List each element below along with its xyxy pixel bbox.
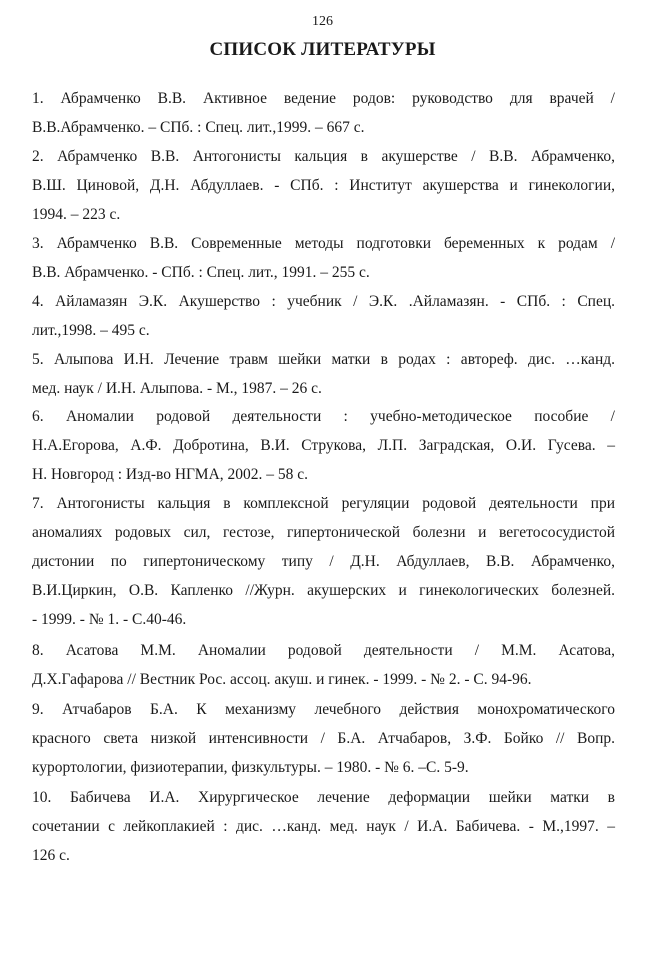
reference-line: курортологии, физиотерапии, физкультуры. – 1980. - № 6. –С. 5-9.: [32, 759, 469, 776]
reference-line: 10. Бабичева И.А. Хирургическое лечение деформации шейки матки в: [32, 789, 615, 806]
reference-entry-6: [32, 402, 615, 489]
reference-line: Н.А.Егорова, А.Ф. Добротина, В.И. Струкова, Л.П. Заградская, О.И. Гусева. –: [32, 437, 615, 454]
reference-line: Д.Х.Гафарова // Вестник Рос. ассоц. акуш. и гинек. - 1999. - № 2. - С. 94-96.: [32, 671, 532, 688]
reference-line: дистонии по гипертоническому типу / Д.Н. Абдуллаев, В.В. Абрамченко,: [32, 553, 615, 570]
reference-line: красного света низкой интенсивности / Б.А. Атчабаров, З.Ф. Бойко // Вопр.: [32, 730, 615, 747]
reference-line: 126 с.: [32, 847, 70, 864]
reference-entry-5: [32, 345, 615, 403]
reference-line: В.И.Циркин, О.В. Капленко //Журн. акушерских и гинекологических болезней.: [32, 582, 615, 599]
reference-entry-3: [32, 229, 615, 287]
reference-line: сочетании с лейкоплакией : дис. …канд. мед. наук / И.А. Бабичева. - М.,1997. –: [32, 818, 615, 835]
reference-line: мед. наук / И.Н. Алыпова. - М., 1987. – 26 с.: [32, 380, 322, 397]
reference-line: - 1999. - № 1. - С.40-46.: [32, 611, 187, 628]
reference-line: 7. Антогонисты кальция в комплексной регуляции родовой деятельности при: [32, 495, 615, 512]
reference-line: 3. Абрамченко В.В. Современные методы подготовки беременных к родам /: [32, 235, 615, 252]
reference-entry-9: [32, 695, 615, 782]
reference-line: В.В. Абрамченко. - СПб. : Спец. лит., 1991. – 255 с.: [32, 264, 370, 281]
page-title: СПИСОК ЛИТЕРАТУРЫ: [209, 39, 436, 60]
reference-entry-8: [32, 636, 615, 694]
reference-line: 9. Атчабаров Б.А. К механизму лечебного действия монохроматического: [32, 701, 615, 718]
reference-entry-10: [32, 783, 615, 870]
reference-line: аномалиях родовых сил, гестозе, гипертонической болезни и вегетососудистой: [32, 524, 615, 541]
reference-line: 5. Алыпова И.Н. Лечение травм шейки матки в родах : автореф. дис. …канд.: [32, 351, 615, 368]
reference-line: В.Ш. Циновой, Д.Н. Абдуллаев. - СПб. : Институт акушерства и гинекологии,: [32, 177, 615, 194]
reference-line: В.В.Абрамченко. – СПб. : Спец. лит.,1999. – 667 с.: [32, 119, 365, 136]
reference-line: 4. Айламазян Э.К. Акушерство : учебник / Э.К. .Айламазян. - СПб. : Спец.: [32, 293, 615, 310]
page-number: 126: [312, 14, 333, 29]
reference-line: 1994. – 223 с.: [32, 206, 121, 223]
reference-line: Н. Новгород : Изд-во НГМА, 2002. – 58 с.: [32, 466, 309, 483]
reference-line: 6. Аномалии родовой деятельности : учебно-методическое пособие /: [32, 408, 615, 425]
reference-entry-2: [32, 142, 615, 229]
reference-line: лит.,1998. – 495 с.: [32, 322, 150, 339]
reference-entry-1: [32, 84, 615, 142]
reference-line: 1. Абрамченко В.В. Активное ведение родов: руководство для врачей /: [32, 90, 615, 107]
reference-entry-4: [32, 287, 615, 345]
reference-line: 8. Асатова М.М. Аномалии родовой деятельности / М.М. Асатова,: [32, 642, 615, 659]
reference-entry-7: [32, 489, 615, 634]
reference-line: 2. Абрамченко В.В. Антогонисты кальция в акушерстве / В.В. Абрамченко,: [32, 148, 615, 165]
